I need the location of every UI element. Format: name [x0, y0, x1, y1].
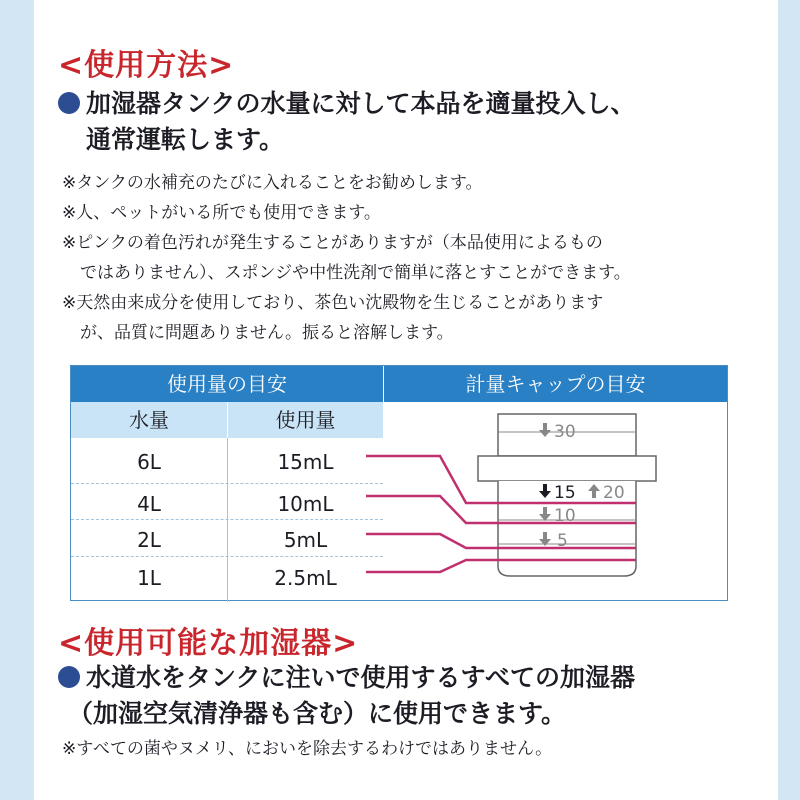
mark-10: 10: [554, 506, 576, 526]
usage-bullet-line2: 通常運転します。: [86, 125, 285, 154]
column-header-usage: 使用量: [228, 402, 383, 438]
note-line: ではありません）、スポンジや中性洗剤で簡単に落とすことができます。: [80, 263, 631, 283]
mark-15: 15: [554, 483, 576, 503]
compatible-bullet-line2: （加湿空気清浄器も含む）に使用できます。: [68, 699, 567, 728]
note-line: ※ピンクの着色汚れが発生することがありますが（本品使用によるもの: [62, 233, 603, 253]
compatible-note: ※すべての菌やヌメリ、においを除去するわけではありません。: [62, 739, 553, 759]
note-line: ※人、ペットがいる所でも使用できます。: [62, 203, 381, 223]
usage-bullet-line1: 加湿器タンクの水量に対して本品を適量投入し、: [86, 89, 636, 118]
table-header-usage-guide: 使用量の目安: [71, 366, 383, 402]
usage-heading: <使用方法>: [58, 48, 235, 83]
water-cell: 1L: [137, 566, 161, 590]
water-cell: 2L: [137, 528, 161, 552]
mark-20: 20: [603, 483, 625, 503]
mark-30: 30: [554, 422, 576, 442]
mark-5: 5: [557, 531, 568, 551]
column-header-water: 水量: [71, 402, 227, 438]
note-line: が、品質に問題ありません。振ると溶解します。: [80, 323, 454, 343]
note-line: ※天然由来成分を使用しており、茶色い沈殿物を生じることがあります: [62, 293, 604, 313]
compatible-bullet: [58, 660, 635, 732]
usage-cell: 2.5mL: [274, 566, 337, 590]
water-cell: 6L: [137, 450, 161, 474]
usage-cell: 15mL: [277, 450, 334, 474]
compatible-bullet-line1: 水道水をタンクに注いで使用するすべての加湿器: [86, 663, 636, 692]
water-cell: 4L: [137, 492, 161, 516]
table-header-cap-guide: 計量キャップの目安: [384, 366, 727, 402]
compatible-heading: <使用可能な加湿器>: [58, 626, 359, 661]
note-line: ※タンクの水補充のたびに入れることをお勧めします。: [62, 173, 483, 193]
cap-brim-outline: [478, 456, 656, 481]
usage-cell: 10mL: [277, 492, 334, 516]
bullet-dot-icon: [58, 666, 80, 688]
usage-cell: 5mL: [283, 528, 328, 552]
